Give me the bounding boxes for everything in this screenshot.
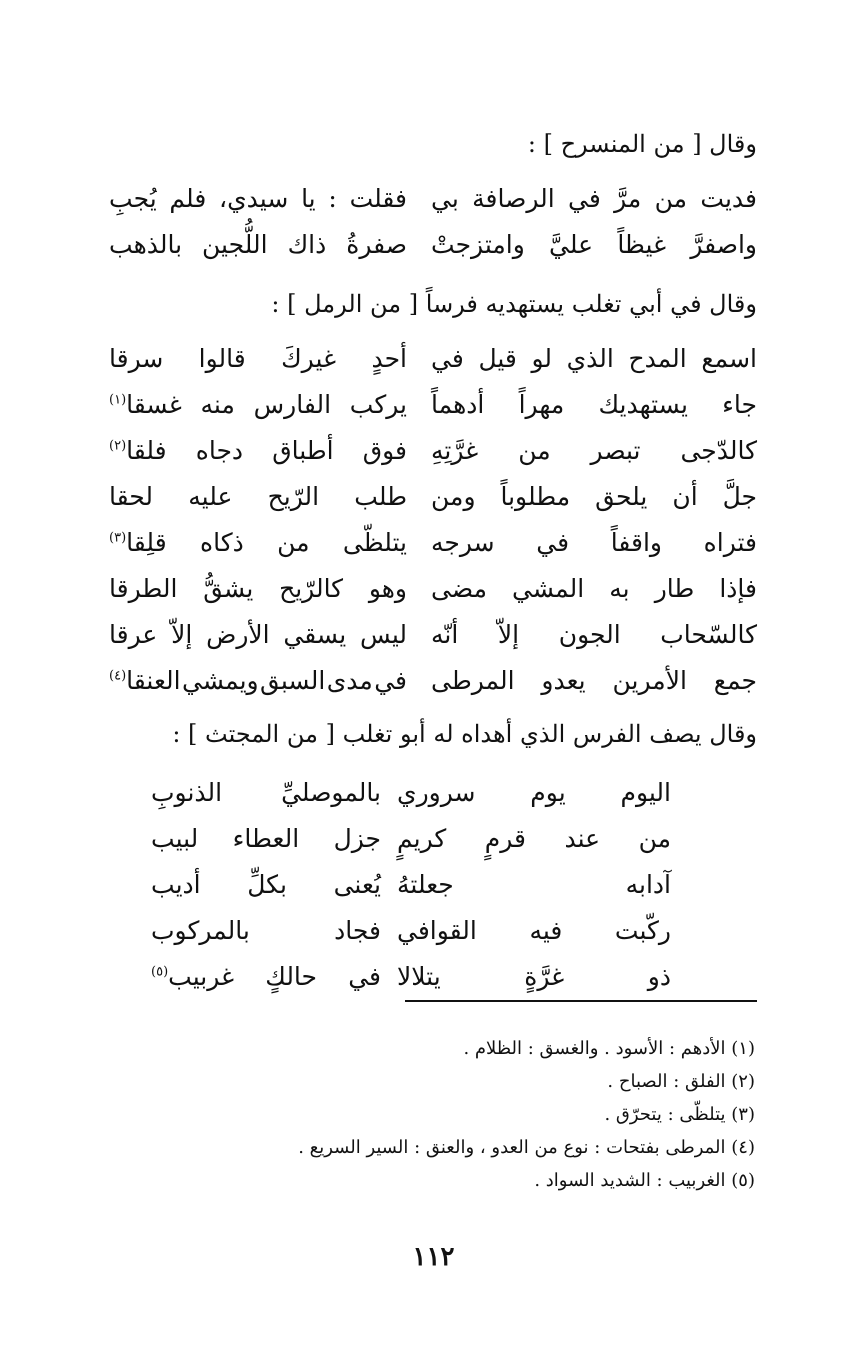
verse-word: ذاك (287, 230, 327, 259)
verse-word: اسمع (701, 344, 757, 373)
second-hemistich (109, 668, 407, 693)
verse-word: مطلوباً (500, 482, 571, 511)
verse-word: عند (564, 824, 601, 853)
verse-word: ذكاه (200, 528, 244, 557)
verse-word: يسقي (283, 620, 347, 649)
verse-word: العنقا$^{(٤)}$ (109, 666, 181, 695)
first-hemistich (397, 872, 671, 897)
verse-word: كريمٍ (397, 824, 447, 853)
footnote-marker: (٤) (109, 668, 127, 684)
verse-word: فقلت (349, 184, 407, 213)
verse-word: ويمشي (182, 666, 259, 695)
verse-word: فلم (169, 184, 207, 213)
second-hemistich (151, 918, 381, 943)
verse-word: ذو (647, 962, 671, 991)
verse-word: ركّبت (614, 916, 671, 945)
verse-word: غيركَ (281, 344, 337, 373)
verse-word: جلَّ (722, 482, 757, 511)
first-hemistich (431, 622, 757, 647)
section-intro-munsarih: وقال [ من المنسرح ] : (527, 130, 757, 158)
verse-word: لو (531, 344, 553, 373)
verse-word: كالدّجى (680, 436, 757, 465)
first-hemistich (431, 576, 757, 601)
verse-word: لحقا (109, 482, 154, 511)
second-hemistich (109, 484, 407, 509)
footnote-marker: (٢) (109, 438, 127, 454)
first-hemistich (431, 530, 757, 555)
verse-word: صفرةُ (346, 230, 407, 259)
second-hemistich (151, 872, 381, 897)
verse-word: أحدٍ (371, 344, 407, 373)
first-hemistich (397, 918, 671, 943)
verse-word: بي (431, 184, 459, 213)
verse-word: فيه (529, 916, 563, 945)
verse-word: سرقا (109, 344, 164, 373)
verse-word: من (654, 184, 688, 213)
verse-word: واصفرَّ (690, 230, 757, 259)
verse-word: أطباق (272, 436, 334, 465)
verse-word: المرطى (431, 666, 515, 695)
first-hemistich (431, 186, 757, 211)
verse-word: كالرّيح (279, 574, 344, 603)
second-hemistich (109, 530, 407, 555)
verse-word: قيل (478, 344, 517, 373)
verse-word: من (638, 824, 671, 853)
verse-word: أنّه (431, 620, 459, 649)
verse-word: غرَّتِهِ (431, 436, 479, 465)
verse-word: مضى (431, 574, 487, 603)
second-hemistich (109, 232, 407, 257)
verse-word: غربيب$^{(٥)}$ (151, 962, 235, 991)
verse-word: يا (301, 184, 316, 213)
first-hemistich (431, 668, 757, 693)
footnote-marker: (١) (109, 392, 127, 408)
verse-word: في (568, 184, 601, 213)
footnote-separator (405, 1000, 757, 1002)
verse-word: الذنوبِ (151, 778, 223, 807)
verse-word: قلِقا$^{(٣)}$ (109, 528, 167, 557)
verse-word: يشقُّ (203, 574, 254, 603)
footnote: (٤) المرطى بفتحات : نوع من العدو ، والعنق : السير السريع . (298, 1137, 755, 1158)
verse-word: غرَّةٍ (524, 962, 565, 991)
verse-word: كالسّحاب (660, 620, 757, 649)
verse-word: حالكٍ (265, 962, 318, 991)
verse-word: إلاّ (497, 620, 520, 649)
verse-word: فتراه (703, 528, 757, 557)
verse-word: واقفاً (610, 528, 662, 557)
verse-word: ليس (359, 620, 407, 649)
verse-word: يعدو (541, 666, 586, 695)
verse-word: : (328, 184, 337, 213)
verse-word: أن (672, 482, 698, 511)
second-hemistich (151, 780, 381, 805)
footnote-marker: (٥) (151, 964, 169, 980)
verse-word: قرمٍ (484, 824, 527, 853)
verse-word: إلاّ (171, 620, 193, 649)
verse-word: في (536, 528, 570, 557)
verse-word: اللُّجين (202, 230, 268, 259)
verse-word: سروري (397, 778, 476, 807)
verse-word: جزل (333, 824, 381, 853)
verse-word: بكلِّ (247, 870, 287, 899)
verse-word: تبصر (590, 436, 641, 465)
verse-word: آدابه (625, 870, 671, 899)
verse-word: فديت (700, 184, 757, 213)
verse-word: في (431, 344, 464, 373)
verse-word: فإذا (719, 574, 757, 603)
verse-word: الفارس (253, 390, 332, 419)
verse-word: جمع (713, 666, 757, 695)
verse-word: قالوا (198, 344, 246, 373)
verse-word: المشي (512, 574, 585, 603)
footnote: (٣) يتلظّى : يتحرّق . (604, 1104, 755, 1125)
verse-word: يتلالا (397, 962, 441, 991)
verse-word: بالذهب (109, 230, 183, 259)
section-intro-mujtath: وقال يصف الفرس الذي أهداه له أبو تغلب [ من المجتث ] : (172, 720, 757, 748)
first-hemistich (431, 232, 757, 257)
verse-word: فوق (362, 436, 407, 465)
verse-word: وامتزجتْ (431, 230, 525, 259)
verse-word: مهراً (518, 390, 565, 419)
verse-word: به (609, 574, 630, 603)
verse-word: اليوم (620, 778, 671, 807)
verse-word: لبيب (151, 824, 199, 853)
verse-word: جعلتهُ (397, 870, 454, 899)
footnote: (٥) الغربيب : الشديد السواد . (534, 1170, 755, 1191)
verse-word: دجاه (195, 436, 244, 465)
verse-word: بالموصليِّ (281, 778, 381, 807)
verse-word: الذي (566, 344, 614, 373)
verse-word: سيدي، (219, 184, 289, 213)
verse-word: غيظاً (617, 230, 667, 259)
verse-word: العطاء (232, 824, 300, 853)
verse-word: أدهماً (431, 390, 485, 419)
second-hemistich (109, 186, 407, 211)
verse-word: الرّيح (267, 482, 320, 511)
verse-word: يلحق (595, 482, 648, 511)
page-number: ١١٢ (412, 1242, 455, 1272)
second-hemistich (109, 622, 407, 647)
verse-word: في (348, 962, 381, 991)
verse-word: فجاد (334, 916, 381, 945)
verse-word: منه (200, 390, 235, 419)
verse-word: أديب (151, 870, 201, 899)
footnote-marker: (٣) (109, 530, 127, 546)
first-hemistich (431, 484, 757, 509)
verse-word: المدح (628, 344, 687, 373)
verse-word: السبق (260, 666, 326, 695)
second-hemistich (109, 346, 407, 371)
verse-word: من (277, 528, 310, 557)
second-hemistich (109, 576, 407, 601)
verse-word: من (518, 436, 551, 465)
verse-word: يُعنى (333, 870, 381, 899)
verse-word: يستهديك (598, 390, 688, 419)
verse-word: يركب (349, 390, 407, 419)
verse-word: يُجبِ (109, 184, 157, 213)
second-hemistich (109, 438, 407, 463)
verse-word: غسقا$^{(١)}$ (109, 390, 182, 419)
first-hemistich (397, 826, 671, 851)
verse-word: بالمركوب (151, 916, 250, 945)
footnote: (١) الأدهم : الأسود . والغسق : الظلام . (463, 1038, 755, 1059)
verse-word: الأرض (206, 620, 270, 649)
verse-word: طلب (354, 482, 407, 511)
verse-word: ومن (431, 482, 476, 511)
verse-word: الرصافة (472, 184, 555, 213)
verse-word: سرجه (431, 528, 495, 557)
verse-word: الطرقا (109, 574, 178, 603)
verse-word: مرَّ (614, 184, 642, 213)
verse-word: يوم (530, 778, 566, 807)
verse-word: في (374, 666, 407, 695)
first-hemistich (431, 392, 757, 417)
verse-word: عرقا (109, 620, 158, 649)
verse-word: وهو (368, 574, 407, 603)
footnote: (٢) الفلق : الصباح . (607, 1071, 755, 1092)
verse-word: عليَّ (549, 230, 594, 259)
first-hemistich (431, 438, 757, 463)
second-hemistich (151, 826, 381, 851)
second-hemistich (109, 392, 407, 417)
first-hemistich (431, 346, 757, 371)
verse-word: القوافي (397, 916, 477, 945)
verse-word: الجون (558, 620, 621, 649)
verse-word: طار (654, 574, 695, 603)
verse-word: مدى (326, 666, 373, 695)
verse-word: جاء (722, 390, 757, 419)
verse-word: عليه (188, 482, 233, 511)
verse-word: يتلظّى (342, 528, 407, 557)
second-hemistich (151, 964, 381, 989)
first-hemistich (397, 964, 671, 989)
verse-word: فلقا$^{(٢)}$ (109, 436, 167, 465)
verse-word: الأمرين (612, 666, 687, 695)
first-hemistich (397, 780, 671, 805)
section-intro-ramal: وقال في أبي تغلب يستهديه فرساً [ من الرمل ] : (271, 290, 757, 318)
